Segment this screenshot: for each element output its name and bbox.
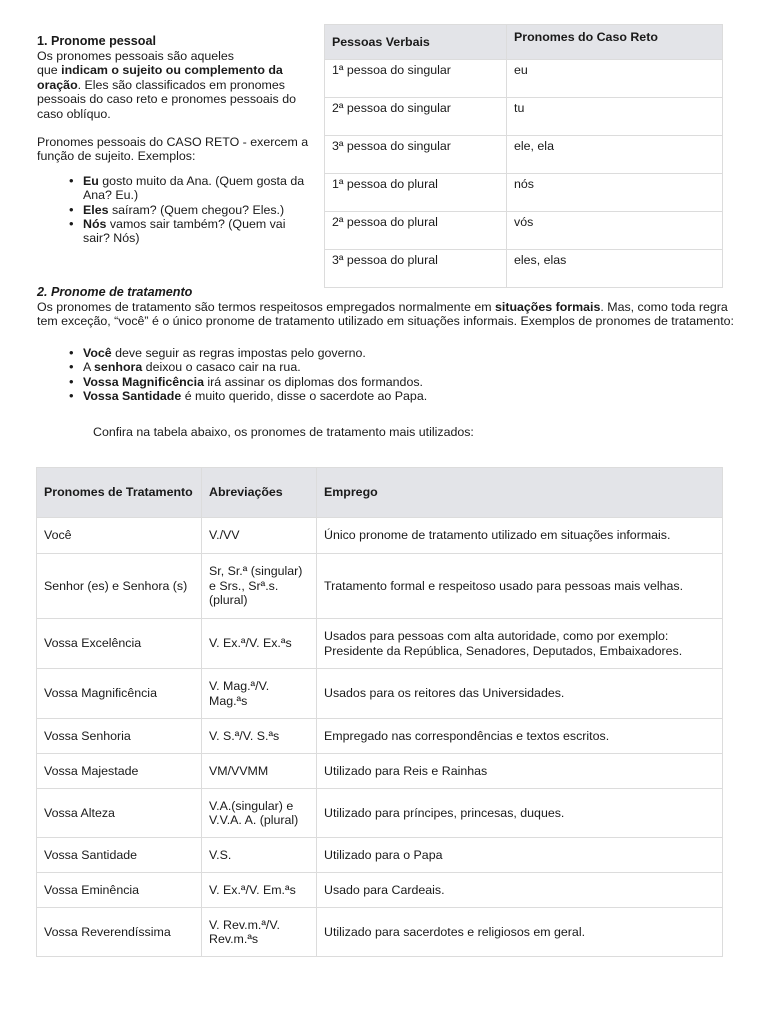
list-item: • A senhora deixou o casaco cair na rua.	[37, 360, 737, 374]
table-header-row	[325, 25, 723, 60]
section2-title: 2. Pronome de tratamento	[37, 285, 193, 299]
table-cell: Vossa Excelência	[37, 619, 202, 669]
table-row	[325, 174, 723, 212]
table-cell: V. Ex.ª/V. Ex.ªs	[202, 619, 317, 669]
table-cell: Vossa Santidade	[37, 838, 202, 873]
table-cell: Utilizado para sacerdotes e religiosos em geral.	[317, 908, 723, 957]
table-cell: V. S.ª/V. S.ªs	[202, 719, 317, 754]
table-row	[325, 136, 723, 174]
list-item: • Eles saíram? (Quem chegou? Eles.)	[37, 203, 313, 217]
table-cell: V./VV	[202, 518, 317, 554]
section1-examples	[37, 174, 313, 246]
table-cell: Utilizado para príncipes, princesas, duques.	[317, 789, 723, 838]
column-header: Emprego	[317, 468, 723, 518]
table-cell: tu	[507, 98, 723, 136]
section1-paragraph2: Pronomes pessoais do CASO RETO - exercem a função de sujeito. Exemplos:	[37, 135, 309, 164]
table-cell: Vossa Senhoria	[37, 719, 202, 754]
table-cell: V. Rev.m.ª/V. Rev.m.ªs	[202, 908, 317, 957]
table-row	[37, 518, 723, 554]
table-cell: vós	[507, 212, 723, 250]
table-pessoas-verbais	[324, 24, 723, 288]
table-cell: 2ª pessoa do singular	[325, 98, 507, 136]
table-cell: V.A.(singular) e V.V.A. A. (plural)	[202, 789, 317, 838]
table-pronomes-tratamento	[36, 467, 723, 957]
table-row	[325, 98, 723, 136]
list-item: • Eu gosto muito da Ana. (Quem gosta da Ana? Eu.)	[37, 174, 313, 203]
table-cell: 1ª pessoa do singular	[325, 60, 507, 98]
column-header: Abreviações	[202, 468, 317, 518]
table-cell: Tratamento formal e respeitoso usado para pessoas mais velhas.	[317, 554, 723, 619]
table-cell: nós	[507, 174, 723, 212]
section1-title: 1. Pronome pessoal	[37, 34, 156, 48]
list-item: • Vossa Santidade é muito querido, disse o sacerdote ao Papa.	[37, 389, 737, 403]
table-cell: Senhor (es) e Senhora (s)	[37, 554, 202, 619]
table-cell: 2ª pessoa do plural	[325, 212, 507, 250]
table-cell: eles, elas	[507, 250, 723, 288]
table-cell: Vossa Reverendíssima	[37, 908, 202, 957]
section1-paragraph1: Os pronomes pessoais são aqueles que indicam o sujeito ou complemento da oração. Eles são classificados em pronomes pessoais do caso reto e pronomes pessoais do caso oblíquo.	[37, 49, 296, 121]
table-cell: V.S.	[202, 838, 317, 873]
section2-paragraph: Os pronomes de tratamento são termos respeitosos empregados normalmente em situações formais. Mas, como toda regra tem exceção, “você” é o único pronome de tratamento utilizado em situações informais. Exemplos de pronomes de tratamento:	[37, 300, 734, 329]
table-row	[37, 554, 723, 619]
table-row	[37, 754, 723, 789]
table-row	[37, 669, 723, 719]
table-cell: 3ª pessoa do plural	[325, 250, 507, 288]
table-cell: V. Mag.ª/V. Mag.ªs	[202, 669, 317, 719]
table-cell: Vossa Majestade	[37, 754, 202, 789]
list-item: • Vossa Magnificência irá assinar os diplomas dos formandos.	[37, 375, 737, 389]
table-row	[37, 908, 723, 957]
table-cell: Vossa Magnificência	[37, 669, 202, 719]
table-row	[37, 789, 723, 838]
table-cell: Único pronome de tratamento utilizado em situações informais.	[317, 518, 723, 554]
column-header: Pessoas Verbais	[325, 25, 507, 60]
table-intro-note: Confira na tabela abaixo, os pronomes de tratamento mais utilizados:	[93, 425, 474, 440]
table-row	[37, 619, 723, 669]
table-row	[37, 838, 723, 873]
table-row	[325, 250, 723, 288]
list-item: • Você deve seguir as regras impostas pelo governo.	[37, 346, 737, 360]
table-cell: Você	[37, 518, 202, 554]
table-cell: Utilizado para Reis e Rainhas	[317, 754, 723, 789]
table-cell: Utilizado para o Papa	[317, 838, 723, 873]
column-header: Pronomes de Tratamento	[37, 468, 202, 518]
table-header-row	[37, 468, 723, 518]
column-header: Pronomes do Caso Reto	[507, 25, 723, 60]
table-cell: Vossa Alteza	[37, 789, 202, 838]
table-cell: VM/VVMM	[202, 754, 317, 789]
section-pronome-pessoal	[37, 34, 313, 246]
table-cell: Sr, Sr.ª (singular) e Srs., Srª.s. (plural)	[202, 554, 317, 619]
section-pronome-tratamento	[37, 285, 737, 440]
highlight-text: indicam o sujeito ou complemento da oração	[37, 63, 283, 92]
table-cell: Usado para Cardeais.	[317, 873, 723, 908]
table-cell: Usados para pessoas com alta autoridade, como por exemplo: Presidente da República, Senadores, Deputados, Embaixadores.	[317, 619, 723, 669]
table-row	[37, 873, 723, 908]
table-row	[325, 60, 723, 98]
table-cell: Usados para os reitores das Universidades.	[317, 669, 723, 719]
section2-examples	[37, 346, 737, 404]
table-cell: eu	[507, 60, 723, 98]
table-row	[37, 719, 723, 754]
table-cell: 1ª pessoa do plural	[325, 174, 507, 212]
table-cell: V. Ex.ª/V. Em.ªs	[202, 873, 317, 908]
list-item: • Nós vamos sair também? (Quem vai sair? Nós)	[37, 217, 313, 246]
table-cell: ele, ela	[507, 136, 723, 174]
table-row	[325, 212, 723, 250]
table-cell: Vossa Eminência	[37, 873, 202, 908]
table-cell: 3ª pessoa do singular	[325, 136, 507, 174]
table-cell: Empregado nas correspondências e textos escritos.	[317, 719, 723, 754]
